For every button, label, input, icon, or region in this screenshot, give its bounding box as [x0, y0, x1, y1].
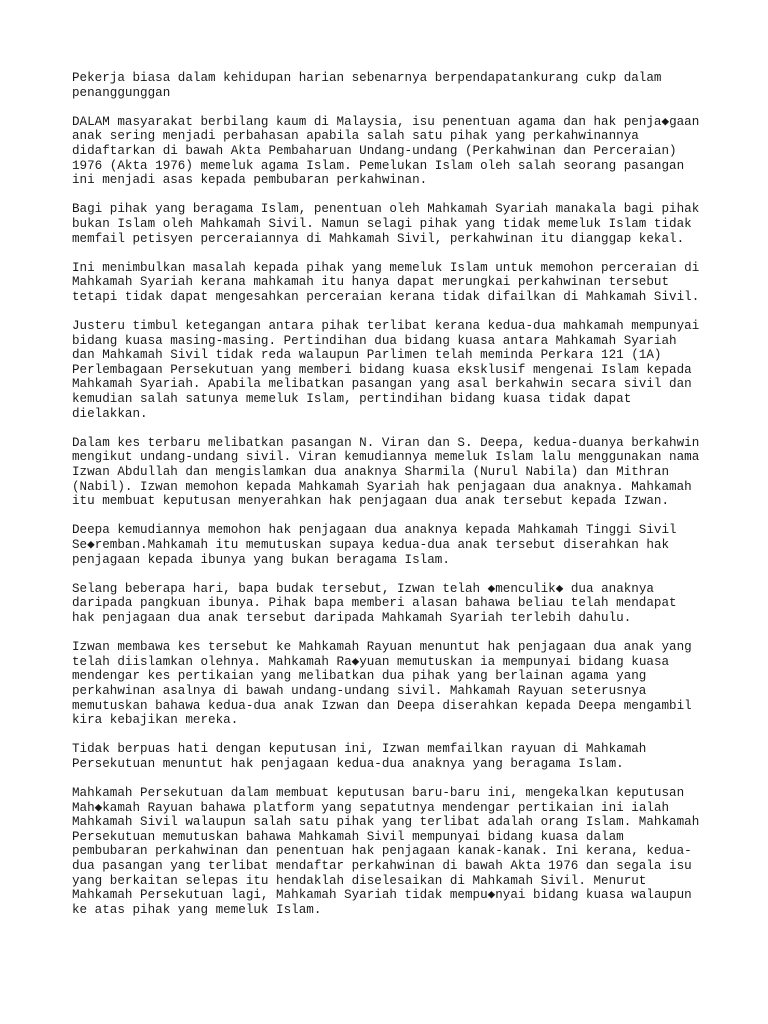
body-paragraph: Tidak berpuas hati dengan keputusan ini, Izwan memfailkan rayuan di Mahkamah Persekutuan menuntut hak penjagaan kedua-dua anaknya yang beragama Islam.: [72, 742, 647, 771]
body-paragraph: Izwan membawa kes tersebut ke Mahkamah Rayuan menuntut hak penjagaan dua anak yang telah diislamkan olehnya. Mahkamah Ra◆yuan memutuskan ia mempunyai bidang kuasa mendengar kes pertikaian yang melibatkan dua pihak yang berlainan agama yang perkahwinan asalnya di bawah undang-undang sivil. Mahkamah Rayuan seterusnya memutuskan bahawa kedua-dua anak Izwan dan Deepa diserahkan kepada Deepa mengambil kira kebajikan mereka.: [72, 640, 692, 728]
body-paragraph: Bagi pihak yang beragama Islam, penentuan oleh Mahkamah Syariah manakala bagi pihak bukan Islam oleh Mahkamah Sivil. Namun selagi pihak yang tidak memeluk Islam tidak memfail petisyen perceraiannya di Mahkamah Sivil, perkahwinan itu dianggap kekal.: [72, 202, 700, 246]
title-paragraph: Pekerja biasa dalam kehidupan harian sebenarnya berpendapatankurang cukp dalam penanggunggan: [72, 71, 662, 100]
body-paragraph: Mahkamah Persekutuan dalam membuat keputusan baru-baru ini, mengekalkan keputusan Mah◆kamah Rayuan bahawa platform yang sepatutnya mendengar pertikaian ini ialah Mahkamah Sivil walaupun salah satu pihak yang terlibat adalah orang Islam. Mahkamah Persekutuan memutuskan bahawa Mahkamah Sivil mempunyai bidang kuasa dalam pembubaran perkahwinan dan penentuan hak penjagaan kanak-kanak. Ini kerana, kedua- dua pasangan yang terlibat mendaftar perkahwinan di bawah Akta 1976 dan segala isu yang berkaitan selepas itu hendaklah diselesaikan di Mahkamah Sivil. Menurut Mahkamah Persekutuan lagi, Mahkamah Syariah tidak mempu◆nyai bidang kuasa walaupun ke atas pihak yang memeluk Islam.: [72, 786, 700, 917]
document-page: [72, 71, 712, 932]
body-paragraph: Justeru timbul ketegangan antara pihak terlibat kerana kedua-dua mahkamah mempunyai bidang kuasa masing-masing. Pertindihan dua bidang kuasa antara Mahkamah Syariah dan Mahkamah Sivil tidak reda walaupun Parlimen telah meminda Perkara 121 (1A) Perlembagaan Persekutuan yang memberi bidang kuasa eksklusif mengenai Islam kepada Mahkamah Syariah. Apabila melibatkan pasangan yang asal berkahwin secara sivil dan kemudian salah satunya memeluk Islam, pertindihan bidang kuasa tidak dapat dielakkan.: [72, 319, 700, 421]
body-paragraph: DALAM masyarakat berbilang kaum di Malaysia, isu penentuan agama dan hak penja◆gaan anak sering menjadi perbahasan apabila salah satu pihak yang perkahwinannya didaftarkan di bawah Akta Pembaharuan Undang-undang (Perkahwinan dan Perceraian) 1976 (Akta 1976) memeluk agama Islam. Pemelukan Islam oleh salah seorang pasangan ini menjadi asas kepada pembubaran perkahwinan.: [72, 114, 700, 188]
body-paragraph: Selang beberapa hari, bapa budak tersebut, Izwan telah ◆menculik◆ dua anaknya daripada pangkuan ibunya. Pihak bapa memberi alasan bahawa beliau telah mendapat hak penjagaan dua anak tersebut daripada Mahkamah Syariah terlebih dahulu.: [72, 581, 677, 625]
body-paragraph: Deepa kemudiannya memohon hak penjagaan dua anaknya kepada Mahkamah Tinggi Sivil Se◆remban.Mahkamah itu memutuskan supaya kedua-dua anak tersebut diserahkan hak penjagaan kepada ibunya yang bukan beragama Islam.: [72, 523, 677, 567]
body-paragraph: Dalam kes terbaru melibatkan pasangan N. Viran dan S. Deepa, kedua-duanya berkahwin mengikut undang-undang sivil. Viran kemudiannya memeluk Islam lalu menggunakan nama Izwan Abdullah dan mengislamkan dua anaknya Sharmila (Nurul Nabila) dan Mithran (Nabil). Izwan memohon kepada Mahkamah Syariah hak penjagaan dua anaknya. Mahkamah itu membuat keputusan menyerahkan hak penjagaan dua anak tersebut kepada Izwan.: [72, 435, 700, 509]
body-paragraph: Ini menimbulkan masalah kepada pihak yang memeluk Islam untuk memohon perceraian di Mahkamah Syariah kerana mahkamah itu hanya dapat merungkai perkahwinan tersebut tetapi tidak dapat mengesahkan perceraian kerana tidak difailkan di Mahkamah Sivil.: [72, 260, 700, 304]
